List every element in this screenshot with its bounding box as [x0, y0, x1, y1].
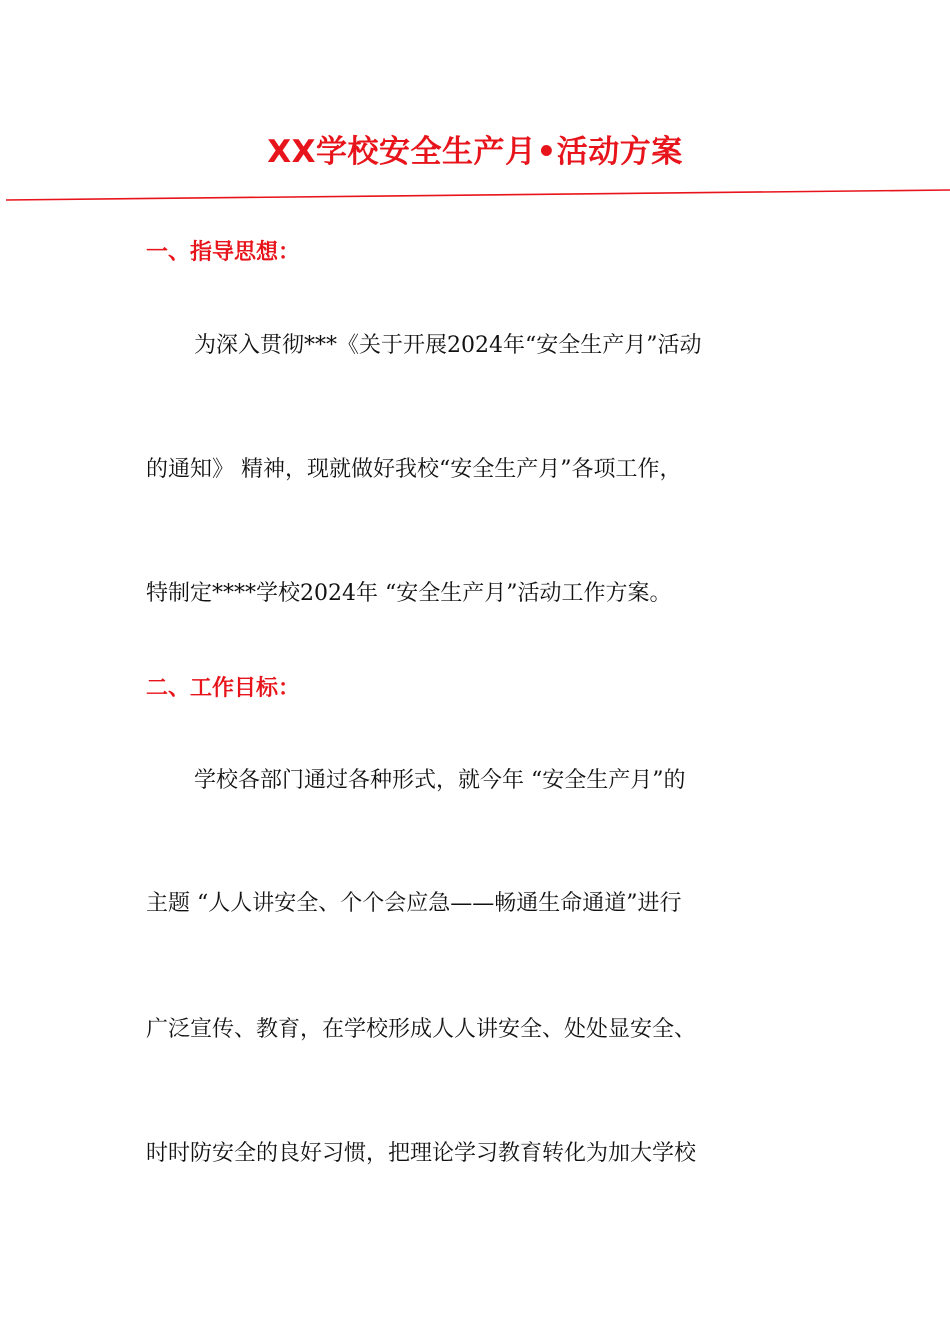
paragraph-line: 特制定****学校2024年 “安全生产月”活动工作方案。: [146, 581, 672, 606]
paragraph-line: 时时防安全的良好习惯，把理论学习教育转化为加大学校: [146, 1141, 697, 1166]
title-divider: [0, 0, 950, 210]
document-title: XX学校安全生产月•活动方案: [267, 134, 683, 170]
paragraph-line: 主题 “人人讲安全、个个会应急——畅通生命通道”进行: [146, 891, 682, 916]
section-heading-guiding-ideology: 一、指导思想：: [146, 239, 301, 265]
paragraph-line: 为深入贯彻***《关于开展2024年“安全生产月”活动: [194, 333, 702, 358]
section-heading-work-goals: 二、工作目标：: [146, 675, 301, 701]
paragraph-line: 学校各部门通过各种形式，就今年 “安全生产月”的: [194, 768, 686, 793]
paragraph-line: 的通知》 精神，现就做好我校“安全生产月”各项工作，: [146, 457, 682, 482]
paragraph-line: 广泛宣传、教育，在学校形成人人讲安全、处处显安全、: [146, 1017, 697, 1042]
